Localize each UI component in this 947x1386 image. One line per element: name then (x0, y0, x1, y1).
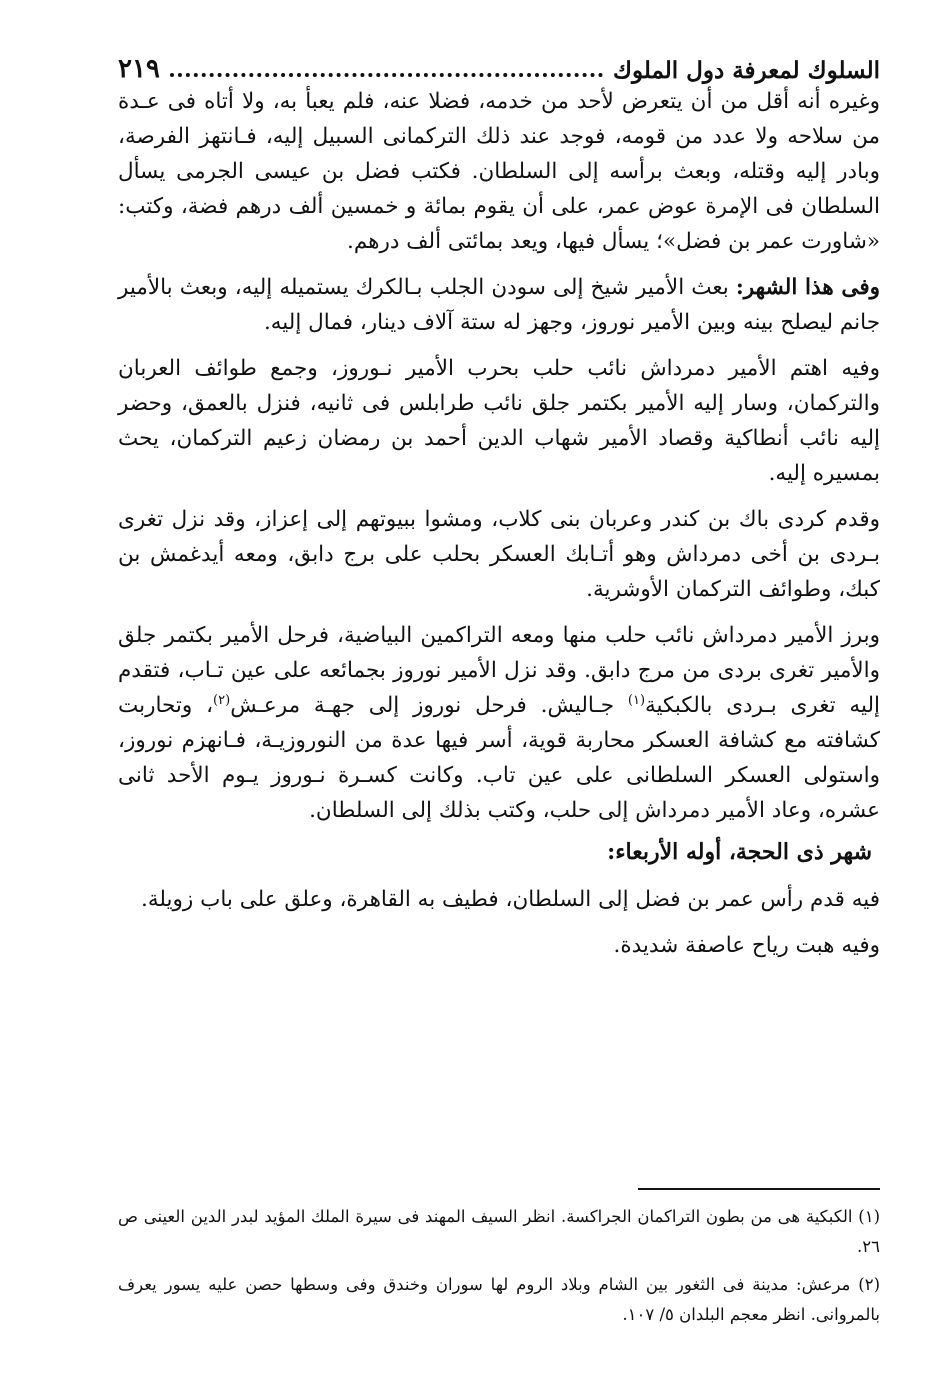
book-page (118, 36, 880, 1366)
dot-leader (170, 73, 603, 77)
paragraph-text: بعث الأمير شيخ إلى سودن الجلب بـالكرك يستميله إليه، وبعث بالأمير جانم ليصلح بينه وبين الأمير نوروز، وجهز له ستة آلاف دينار، فمال إليه. (118, 275, 880, 335)
footnote-divider (638, 1188, 880, 1190)
footnote-reference-1: (١) (627, 692, 646, 708)
paragraph: فيه قدم رأس عمر بن فضل إلى السلطان، فطيف به القاهرة، وعلق على باب زويلة. (141, 887, 880, 912)
paragraph (118, 618, 880, 828)
footnote-reference-2: (٢) (213, 692, 231, 708)
paragraph-lead: وفى هذا الشهر: (735, 275, 881, 300)
paragraph: وقدم كردى باك بن كندر وعربان بنى كلاب، ومشوا ببيوتهم إلى إعزاز، وقد نزل تغرى بـردى بن أخى دمرداش وهو أتـابك العسكر بحلب على برج دابق، ومعه أيدغمش بن كبك، وطوائف التركمان الأوشرية. (118, 507, 880, 602)
paragraph: وفيه هبت رياح عاصفة شديدة. (613, 933, 880, 958)
paragraph-text: ، وتحاربت كشافته مع كشافة العسكر محاربة قوية، أسر فيها عدة من النوروزيـة، فـانهزم نوروز، واستولى العسكر السلطانى على عين تاب. وكانت كسـرة نـوروز يـوم الأحد ثانى عشره، وعاد الأمير دمرداش إلى حلب، وكتب بذلك إلى السلطان. (118, 693, 880, 823)
month-heading: شهر ذى الحجة، أوله الأربعاء: (607, 839, 872, 865)
book-title: السلوك لمعرفة دول الملوك (612, 57, 880, 84)
running-header (118, 36, 880, 82)
page-number: ٢١٩ (118, 54, 160, 84)
footnote: (١) الكبكية هى من بطون التراكمان الجراكسة. انظر السيف المهند فى سيرة الملك المؤيد لبدر الدين العينى ص ٢٦. (118, 1207, 880, 1256)
paragraph (118, 270, 880, 340)
paragraph-text: جـاليش. فرحل نوروز إلى جهـة مرعـش (230, 693, 628, 718)
paragraph: وغيره أنه أقل من أن يتعرض لأحد من خدمه، فضلا عنه، فلم يعبأ به، ولا أتاه فى عـدة من سلاحه ولا عدد من قومه، فوجد عند ذلك التركمانى السبيل إليه، فـانتهز الفرصة، وبادر إليه وقتله، وبعث برأسه إلى السلطان. فكتب فضل بن عيسى الجرمى يسأل السلطان فى الإمرة عوض عمر، على أن يقوم بمائة و خمسين ألف درهم فضة، وكتب: «شاورت عمر بن فضل»؛ يسأل فيها، ويعد بمائتى ألف درهم. (118, 89, 880, 254)
paragraph-text: وبرز الأمير دمرداش نائب حلب منها ومعه التراكمين البياضية، فرحل الأمير بكتمر جلق والأمير تغرى بردى من مرج دابق. وقد نزل الأمير نوروز بجمائعه على عين تـاب، فتقدم إليه تغرى بـردى بالكبكية (118, 623, 880, 718)
footnotes (118, 1202, 880, 1338)
main-text (118, 84, 880, 963)
footnote: (٢) مرعش: مدينة فى الثغور بين الشام وبلاد الروم لها سوران وخندق وفى وسطها حصن عليه يسور يعرف بالمروانى. انظر معجم البلدان ٥/ ١٠٧. (118, 1275, 880, 1324)
paragraph: وفيه اهتم الأمير دمرداش نائب حلب بحرب الأمير نـوروز، وجمع طوائف العربان والتركمان، وسار إليه الأمير بكتمر جلق نائب طرابلس فى ثانيه، فنزل بالعمق، وحضر إليه نائب أنطاكية وقصاد الأمير شهاب الدين أحمد بن رمضان زعيم التركمان، يحث بمسيره إليه. (118, 356, 880, 486)
